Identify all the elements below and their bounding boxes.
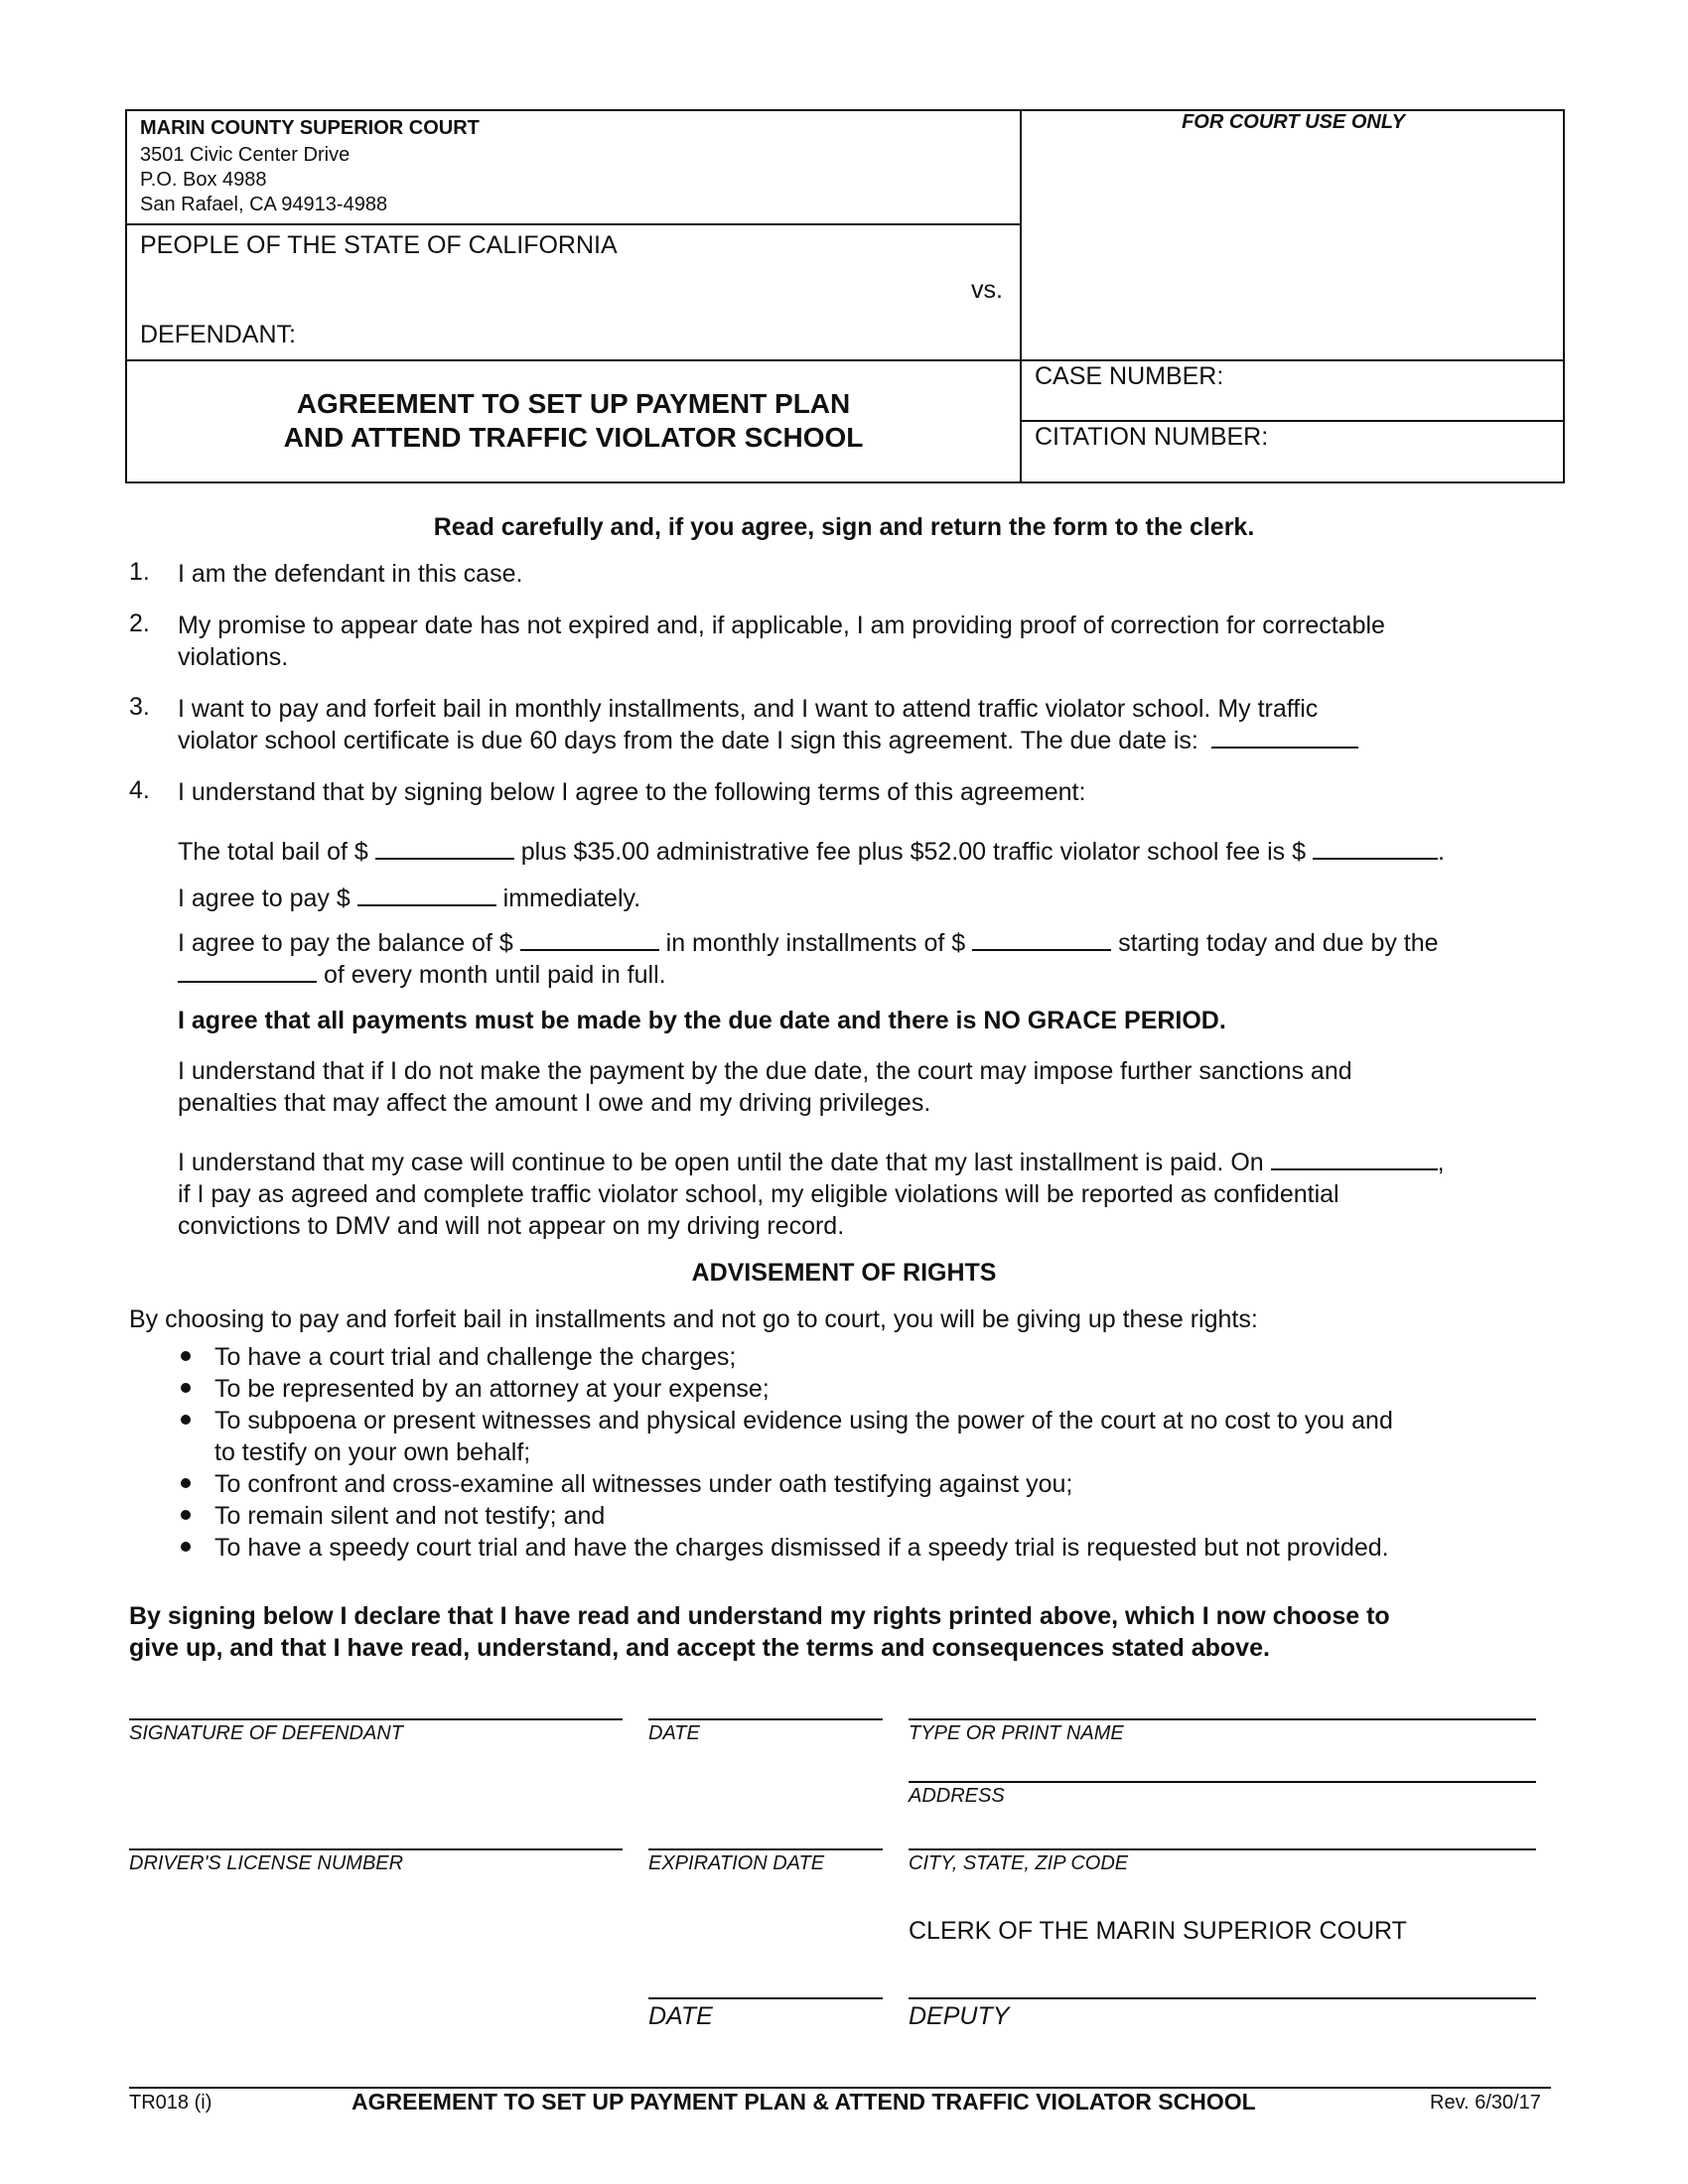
court-use-only-label: FOR COURT USE ONLY: [1182, 111, 1405, 133]
header-divider-case: [1020, 420, 1565, 422]
instructions: Read carefully and, if you agree, sign and return the form to the clerk.: [433, 513, 1255, 541]
due-date-blank[interactable]: [1211, 725, 1358, 749]
clerk-date-label: DATE: [648, 2002, 713, 2030]
item-3-number: 3.: [129, 693, 150, 721]
bullet-icon: [181, 1415, 191, 1425]
case-open-text: I understand that my case will continue to be open until the date that my last installment is paid. On: [178, 1149, 1264, 1176]
rights-intro: By choosing to pay and forfeit bail in installments and not go to court, you will be giving up these rights:: [129, 1305, 1258, 1333]
form-title: [125, 387, 1022, 455]
case-number-label: CASE NUMBER:: [1035, 362, 1224, 390]
clerk-label: CLERK OF THE MARIN SUPERIOR COURT: [909, 1917, 1407, 1945]
clerk-date-line[interactable]: [648, 1997, 883, 1999]
city-state-zip-line[interactable]: [909, 1848, 1536, 1850]
form-id: TR018 (i): [129, 2092, 212, 2114]
court-address-line-3: San Rafael, CA 94913-4988: [140, 194, 388, 215]
expiration-line[interactable]: [648, 1848, 883, 1850]
footer-title: AGREEMENT TO SET UP PAYMENT PLAN & ATTEND TRAFFIC VIOLATOR SCHOOL: [352, 2089, 1256, 2115]
item-1-number: 1.: [129, 558, 150, 586]
right-item-2: To be represented by an attorney at your expense;: [214, 1375, 770, 1403]
license-line[interactable]: [129, 1848, 623, 1850]
bullet-icon: [181, 1351, 191, 1361]
date-label: DATE: [648, 1722, 700, 1744]
item-3-line-1: I want to pay and forfeit bail in monthly installments, and I want to attend traffic violator school. My traffic: [178, 695, 1319, 723]
header-divider-parties: [125, 359, 1565, 361]
right-item-5: To remain silent and not testify; and: [214, 1502, 606, 1530]
item-3-line-2: [178, 725, 1358, 756]
bullet-icon: [181, 1542, 191, 1552]
item-4-number: 4.: [129, 776, 150, 804]
pay-now-label: I agree to pay $: [178, 885, 351, 912]
case-open-comma: ,: [1437, 1149, 1445, 1176]
right-item-3-cont: to testify on your own behalf;: [214, 1438, 531, 1466]
due-day-suffix: of every month until paid in full.: [323, 961, 666, 989]
balance-line-2: [178, 959, 666, 991]
print-name-label: TYPE OR PRINT NAME: [909, 1722, 1124, 1744]
deputy-line[interactable]: [909, 1997, 1536, 1999]
due-day-blank[interactable]: [178, 959, 317, 983]
no-grace-period-notice: I agree that all payments must be made by the due date and there is NO GRACE PERIOD.: [178, 1007, 1226, 1034]
case-open-line-2: if I pay as agreed and complete traffic violator school, my eligible violations will be reported as confidential: [178, 1180, 1339, 1208]
sanctions-line-1: I understand that if I do not make the payment by the due date, the court may impose further sanctions and: [178, 1057, 1352, 1085]
pay-now-blank[interactable]: [357, 883, 496, 906]
item-2-line-2: violations.: [178, 643, 289, 671]
expiration-label: EXPIRATION DATE: [648, 1852, 825, 1874]
case-open-line-3: convictions to DMV and will not appear on my driving record.: [178, 1212, 845, 1240]
address-label: ADDRESS: [909, 1785, 1005, 1807]
balance-label: I agree to pay the balance of $: [178, 929, 513, 957]
case-open-line-1: [178, 1147, 1445, 1178]
due-by-label: starting today and due by the: [1118, 929, 1439, 957]
citation-number-label: CITATION NUMBER:: [1035, 423, 1269, 451]
total-amount-blank[interactable]: [1313, 836, 1438, 860]
completion-date-blank[interactable]: [1271, 1147, 1438, 1170]
sanctions-line-2: penalties that may affect the amount I owe and my driving privileges.: [178, 1089, 931, 1117]
court-address-line-2: P.O. Box 4988: [140, 169, 267, 191]
deputy-label: DEPUTY: [909, 2002, 1010, 2030]
bullet-icon: [181, 1383, 191, 1393]
right-item-1: To have a court trial and challenge the charges;: [214, 1343, 737, 1371]
defendant-label: DEFENDANT:: [140, 321, 296, 348]
license-label: DRIVER'S LICENSE NUMBER: [129, 1852, 404, 1874]
bullet-icon: [181, 1510, 191, 1520]
right-item-6: To have a speedy court trial and have the charges dismissed if a speedy trial is requested but not provided.: [214, 1534, 1389, 1562]
total-bail-fees-text: plus $35.00 administrative fee plus $52.00 traffic violator school fee is $: [520, 838, 1306, 866]
pay-now-line: [178, 883, 640, 914]
versus-label: vs.: [971, 276, 1003, 304]
right-item-4: To confront and cross-examine all witnesses under oath testifying against you;: [214, 1470, 1073, 1498]
declaration-line-2: give up, and that I have read, understand, and accept the terms and consequences stated above.: [129, 1634, 1270, 1662]
city-state-zip-label: CITY, STATE, ZIP CODE: [909, 1852, 1129, 1874]
pay-now-suffix: immediately.: [502, 885, 641, 912]
address-line[interactable]: [909, 1781, 1536, 1783]
form-title-line-1: AGREEMENT TO SET UP PAYMENT PLAN: [296, 388, 851, 419]
balance-line-1: [178, 927, 1439, 959]
bullet-icon: [181, 1478, 191, 1488]
right-item-3: To subpoena or present witnesses and physical evidence using the power of the court at no cost to you and: [214, 1407, 1393, 1434]
item-4-text: I understand that by signing below I agree to the following terms of this agreement:: [178, 778, 1086, 806]
court-address-line-1: 3501 Civic Center Drive: [140, 144, 351, 166]
declaration-line-1: By signing below I declare that I have read and understand my rights printed above, which I now choose to: [129, 1602, 1390, 1630]
form-title-line-2: AND ATTEND TRAFFIC VIOLATOR SCHOOL: [283, 422, 864, 453]
print-name-line[interactable]: [909, 1718, 1536, 1720]
total-bail-line: [178, 836, 1445, 868]
total-bail-blank[interactable]: [375, 836, 514, 860]
plaintiff-name: PEOPLE OF THE STATE OF CALIFORNIA: [140, 231, 618, 259]
signature-label: SIGNATURE OF DEFENDANT: [129, 1722, 403, 1744]
installment-amount-blank[interactable]: [972, 927, 1111, 951]
total-bail-label: The total bail of $: [178, 838, 368, 866]
item-3-due-date-text: violator school certificate is due 60 days from the date I sign this agreement. The due date is:: [178, 727, 1198, 754]
date-line[interactable]: [648, 1718, 883, 1720]
balance-blank[interactable]: [520, 927, 659, 951]
item-2-line-1: My promise to appear date has not expired and, if applicable, I am providing proof of correction for correctable: [178, 612, 1385, 639]
court-name: MARIN COUNTY SUPERIOR COURT: [140, 117, 480, 139]
header-divider-court: [125, 223, 1022, 225]
rights-heading: ADVISEMENT OF RIGHTS: [691, 1259, 997, 1287]
installments-label: in monthly installments of $: [665, 929, 966, 957]
item-1-text: I am the defendant in this case.: [178, 560, 523, 588]
item-2-number: 2.: [129, 610, 150, 637]
signature-line[interactable]: [129, 1718, 623, 1720]
revision-date: Rev. 6/30/17: [1430, 2092, 1541, 2114]
total-bail-period: .: [1437, 838, 1445, 866]
